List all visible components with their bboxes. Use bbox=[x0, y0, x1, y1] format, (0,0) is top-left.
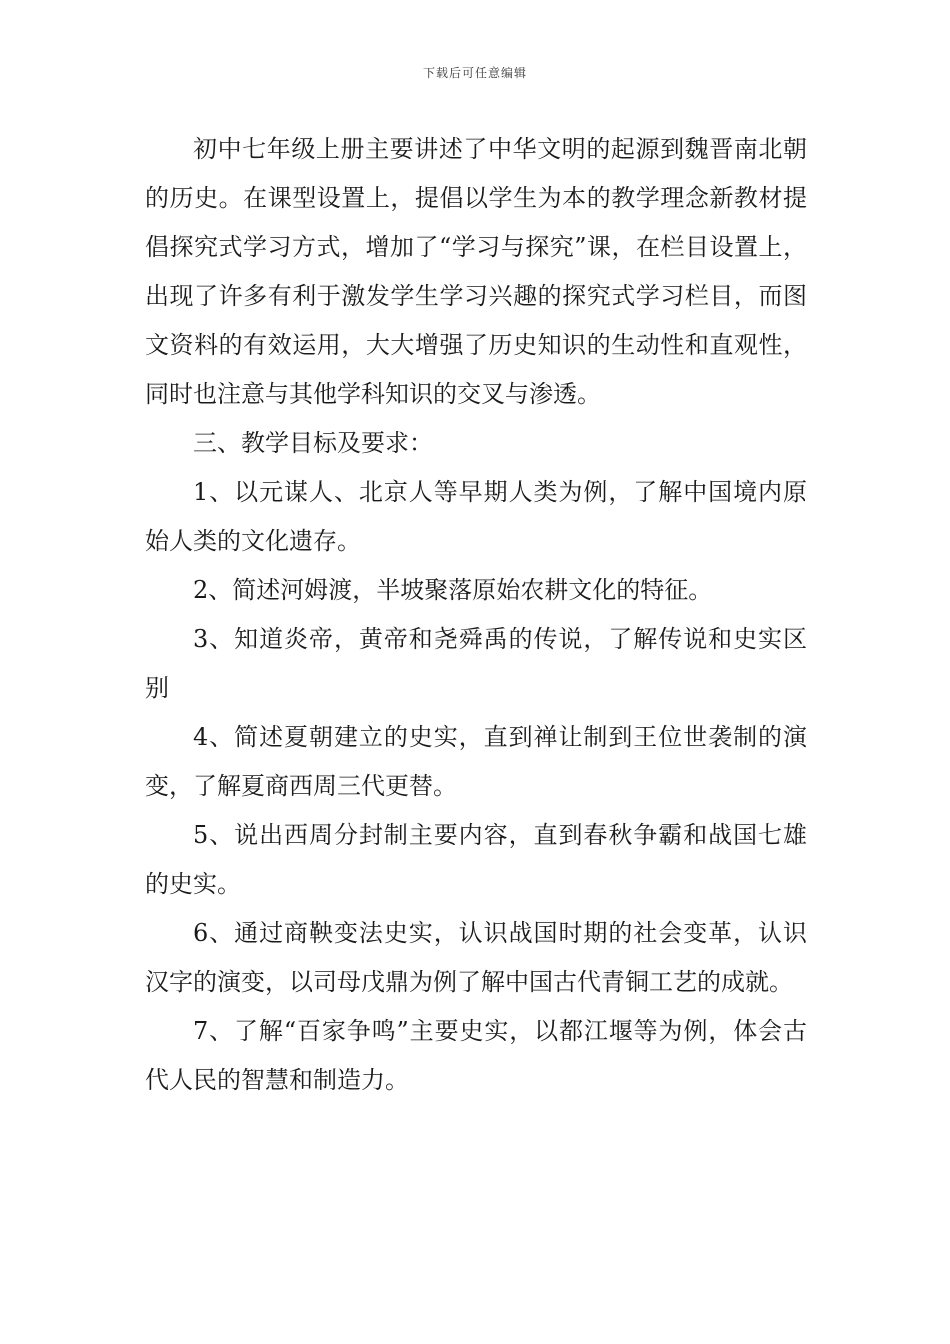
list-item: 5、说出西周分封制主要内容，直到春秋争霸和战国七雄的史实。 bbox=[145, 821, 807, 898]
list-item: 4、简述夏朝建立的史实，直到禅让制到王位世袭制的演变，了解夏商西周三代更替。 bbox=[145, 723, 807, 800]
list-item: 1、以元谋人、北京人等早期人类为例，了解中国境内原始人类的文化遗存。 bbox=[145, 478, 807, 555]
list-item: 3、知道炎帝，黄帝和尧舜禹的传说，了解传说和史实区别 bbox=[145, 625, 807, 702]
document-body bbox=[145, 125, 807, 1105]
section-heading: 三、教学目标及要求： bbox=[193, 429, 433, 457]
list-item: 6、通过商鞅变法史实，认识战国时期的社会变革，认识汉字的演变，以司母戊鼎为例了解中国古代青铜工艺的成就。 bbox=[145, 919, 807, 996]
paragraph-intro: 初中七年级上册主要讲述了中华文明的起源到魏晋南北朝的历史。在课型设置上，提倡以学生为本的教学理念新教材提倡探究式学习方式，增加了“学习与探究”课，在栏目设置上，出现了许多有利于激发学生学习兴趣的探究式学习栏目，而图文资料的有效运用，大大增强了历史知识的生动性和直观性，同时也注意与其他学科知识的交叉与渗透。 bbox=[145, 135, 807, 408]
list-item: 7、了解“百家争鸣”主要史实，以都江堰等为例，体会古代人民的智慧和制造力。 bbox=[145, 1017, 807, 1094]
list-item: 2、简述河姆渡，半坡聚落原始农耕文化的特征。 bbox=[193, 576, 713, 604]
page-header: 下载后可任意编辑 bbox=[422, 66, 527, 80]
